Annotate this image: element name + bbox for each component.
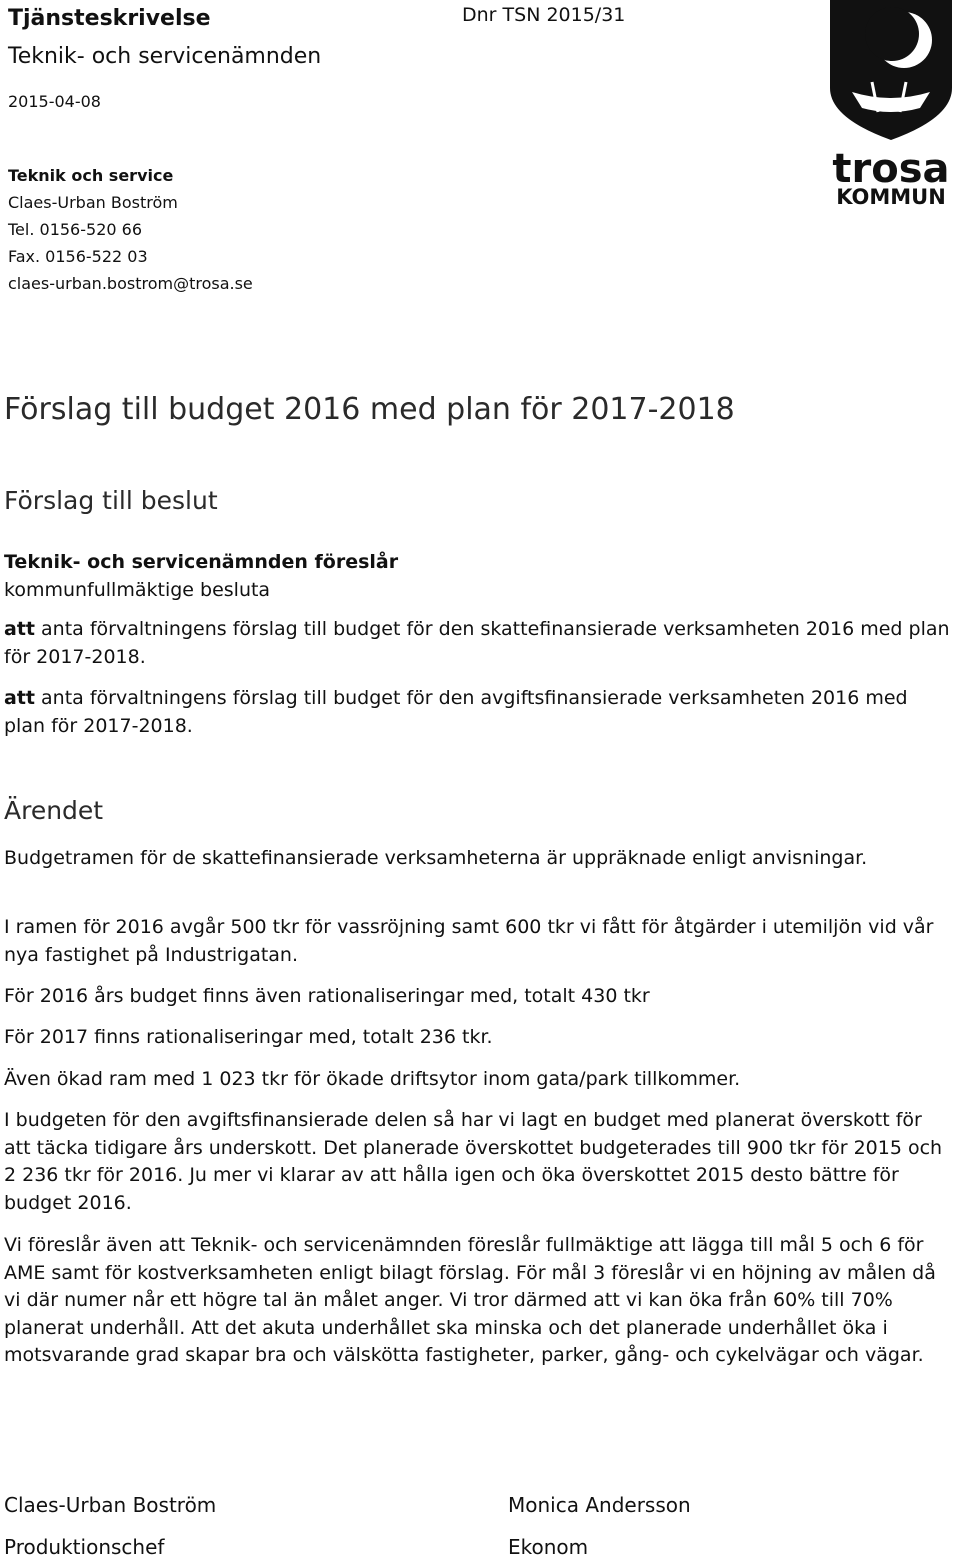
matter-heading: Ärendet <box>4 796 104 825</box>
contact-fax: Fax. 0156-522 03 <box>8 247 148 266</box>
proposal-heading: Förslag till beslut <box>4 486 218 515</box>
att-keyword: att <box>4 618 35 640</box>
board-name: Teknik- och servicenämnden <box>8 44 322 69</box>
contact-name: Claes-Urban Boström <box>8 193 178 212</box>
matter-paragraph-6: I budgeten för den avgiftsfinansierade delen så har vi lagt en budget med planerat överskott för att täcka tidigare års underskott. Det planerade överskottet budgeterades till 900 tkr för 2015 och 2 236 tkr för 2016. Ju mer vi klarar av att hålla igen och öka överskottet 2015 desto bättre för budget 2016. <box>4 1109 943 1214</box>
proposal-item-1-text: anta förvaltningens förslag till budget för den skattefinansierade verksamheten 2016 med plan för 2017-2018. <box>4 618 950 668</box>
document-type: Tjänsteskrivelse <box>8 6 211 31</box>
matter-paragraph-5: Även ökad ram med 1 023 tkr för ökade driftsytor inom gata/park tillkommer. <box>4 1068 741 1090</box>
matter-paragraph-7: Vi föreslår även att Teknik- och servicenämnden föreslår fullmäktige att lägga till mål 5 och 6 för AME samt för kostverksamheten enligt bilagt förslag. För mål 3 föreslår vi en höjning av målen då vi där numer når ett högre tal än målet anger. Vi tror därmed att vi kan öka från 60% till 70% planerat underhåll. Att det akuta underhållet ska minska och det planerade underhållet öka i motsvarande grad skapar bra och välskötta fastigheter, parker, gång- och cykelvägar och vägar. <box>4 1234 936 1366</box>
matter-paragraph-3: För 2016 års budget finns även rationaliseringar med, totalt 430 tkr <box>4 985 650 1007</box>
proposal-lead <box>4 549 952 604</box>
contact-block <box>8 162 253 297</box>
proposal-item-2 <box>4 685 952 740</box>
matter-paragraph-4: För 2017 finns rationaliseringar med, totalt 236 tkr. <box>4 1026 493 1048</box>
contact-email: claes-urban.bostrom@trosa.se <box>8 274 253 293</box>
proposal-item-2-text: anta förvaltningens förslag till budget för den avgiftsfinansierade verksamheten 2016 med plan för 2017-2018. <box>4 687 908 737</box>
signature-role-2: Ekonom <box>508 1535 589 1559</box>
att-keyword: att <box>4 687 35 709</box>
proposal-lead-rest: kommunfullmäktige besluta <box>4 578 271 601</box>
document-date: 2015-04-08 <box>8 92 101 111</box>
proposal-lead-bold: Teknik- och servicenämnden föreslår <box>4 551 399 573</box>
logo-word-trosa: trosa <box>832 146 950 192</box>
matter-paragraph-1: Budgetramen för de skattefinansierade verksamheterna är uppräknade enligt anvisningar. <box>4 847 868 869</box>
signature-role-1: Produktionschef <box>4 1535 165 1559</box>
signature-name-1: Claes-Urban Boström <box>4 1493 217 1517</box>
contact-department: Teknik och service <box>8 166 174 185</box>
trosa-kommun-logo-icon <box>822 0 960 208</box>
main-title: Förslag till budget 2016 med plan för 2017-2018 <box>4 392 735 427</box>
logo-graphic <box>822 0 960 208</box>
signature-name-2: Monica Andersson <box>508 1493 691 1517</box>
registration-number: Dnr TSN 2015/31 <box>462 4 626 26</box>
proposal-item-1 <box>4 616 952 671</box>
contact-tel: Tel. 0156-520 66 <box>8 220 142 239</box>
matter-paragraph-2: I ramen för 2016 avgår 500 tkr för vassröjning samt 600 tkr vi fått för åtgärder i utemiljön vid vår nya fastighet på Industrigatan. <box>4 916 934 966</box>
logo-word-kommun: KOMMUN <box>836 185 946 208</box>
